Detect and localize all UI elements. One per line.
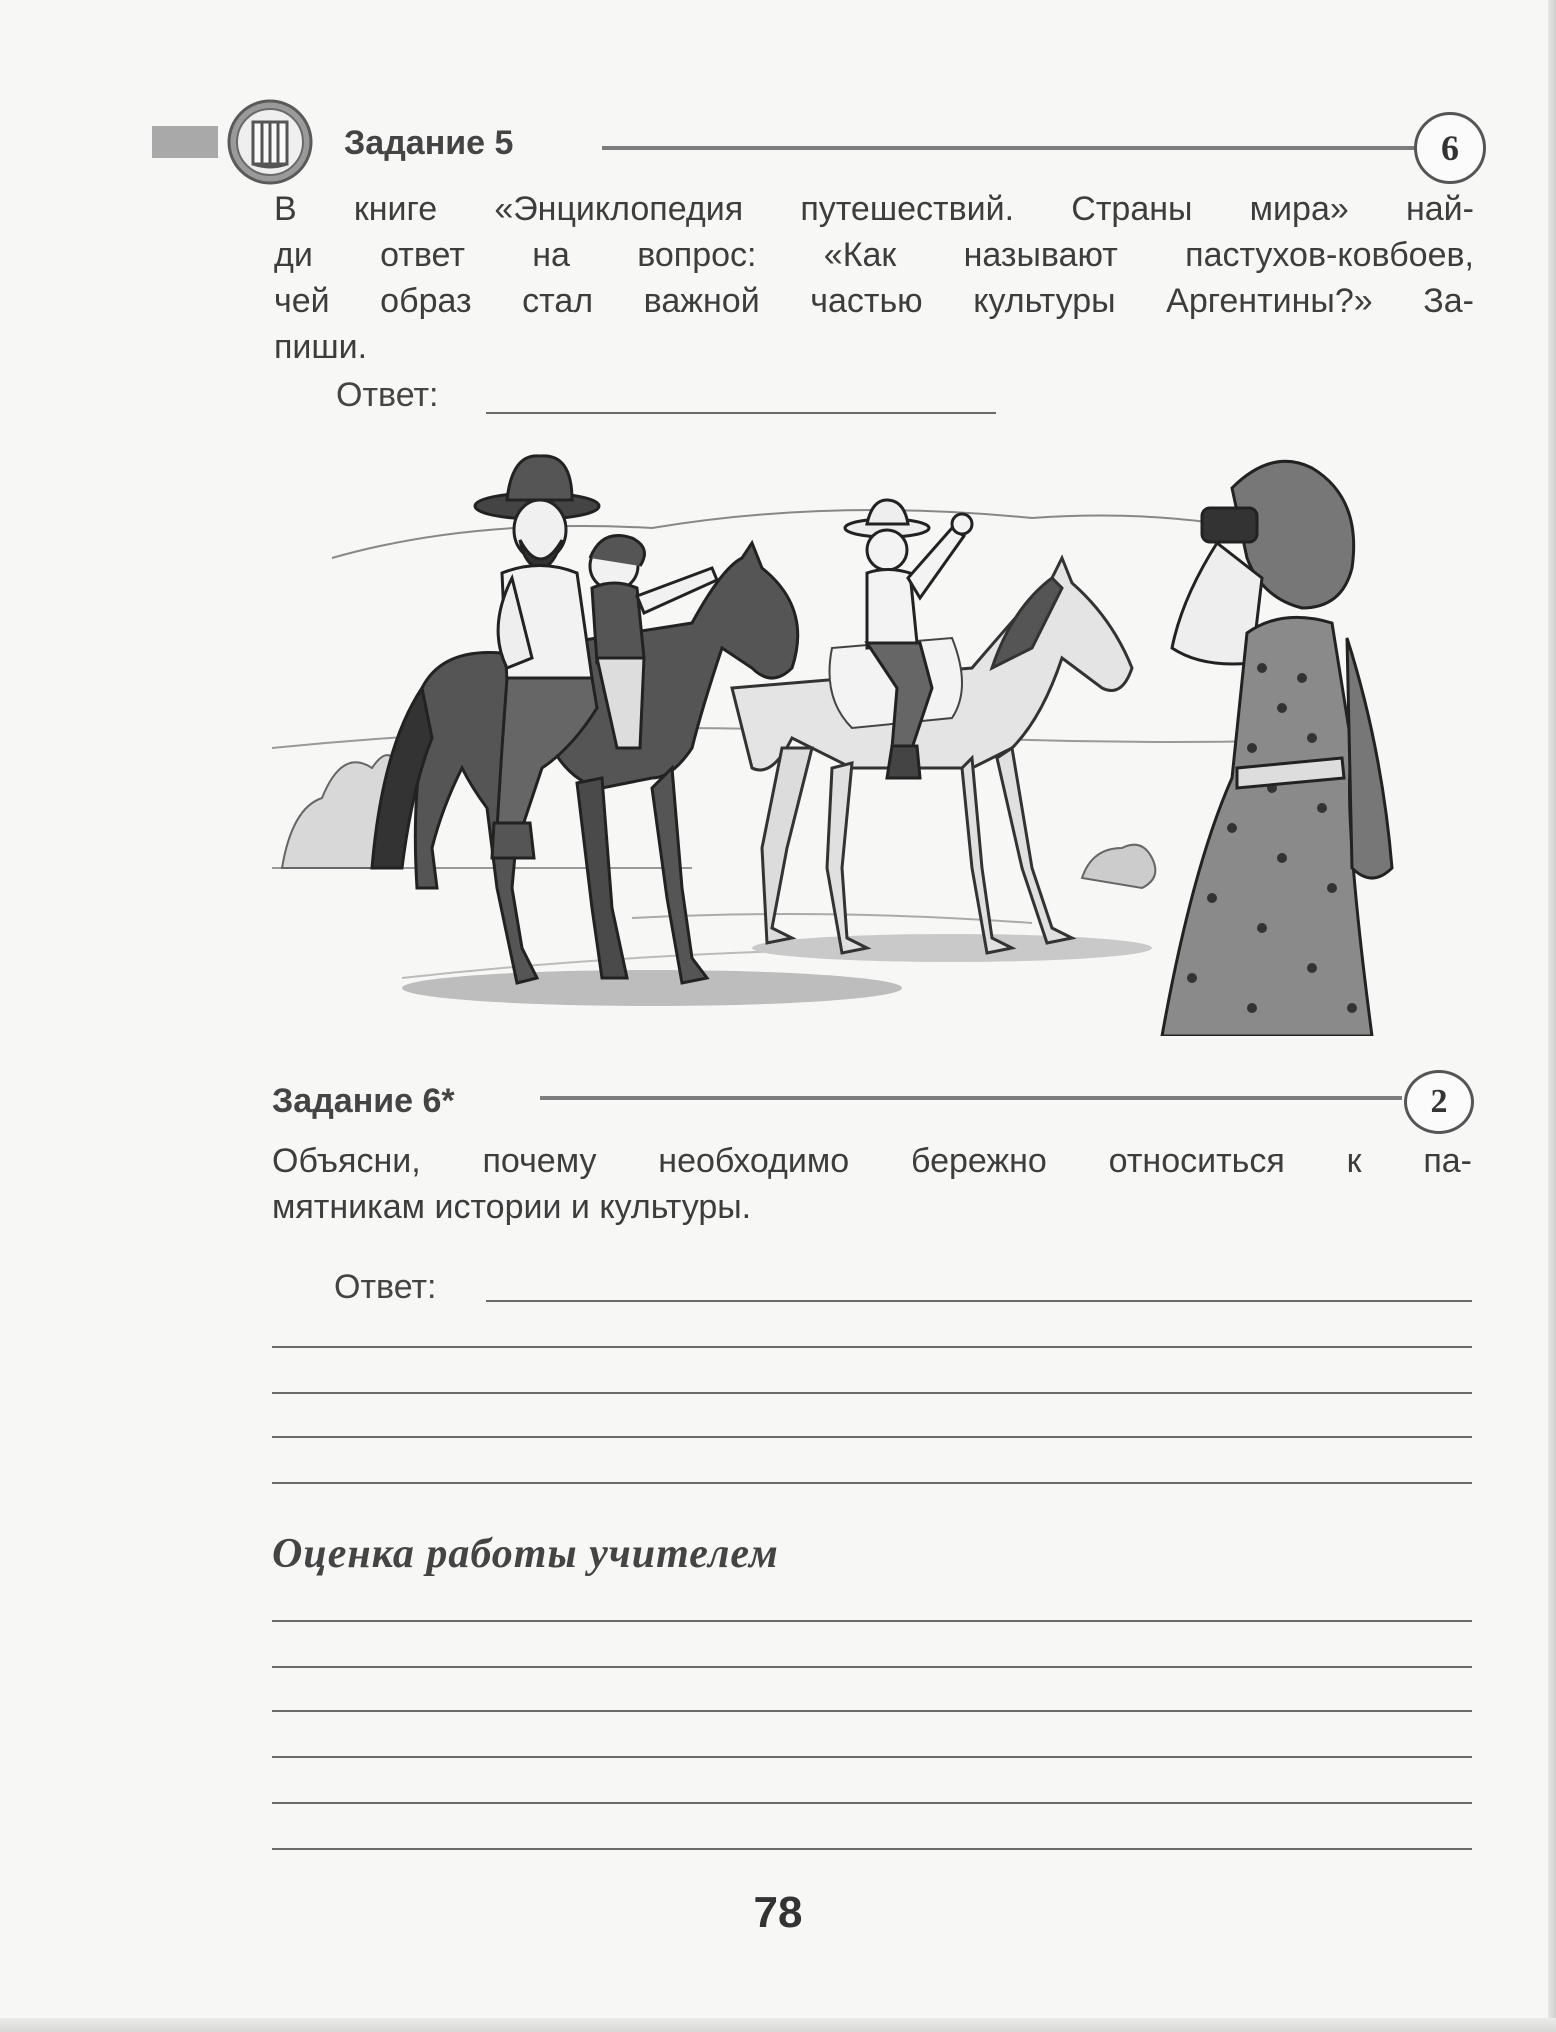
task5-question-line: пиши. <box>274 328 368 366</box>
task6-header-rule <box>540 1096 1402 1100</box>
task6-answer-line[interactable] <box>272 1436 1472 1438</box>
teacher-evaluation-line[interactable] <box>272 1666 1472 1668</box>
task5-question <box>274 186 1474 370</box>
page-edge <box>1548 0 1556 2032</box>
teacher-evaluation-line[interactable] <box>272 1620 1472 1622</box>
gauchos-horses-illustration <box>272 448 1432 1036</box>
teacher-evaluation-line[interactable] <box>272 1802 1472 1804</box>
task6-answer-line[interactable] <box>272 1392 1472 1394</box>
task6-question <box>272 1138 1472 1230</box>
task6-answer-line[interactable] <box>272 1346 1472 1348</box>
task6-question-line: Объясни, почему необходимо бережно относиться к па- <box>272 1142 1472 1180</box>
task6-answer-line[interactable] <box>486 1300 1472 1302</box>
task5-question-line: чей образ стал важной частью культуры Аргентины?» За- <box>274 282 1474 320</box>
task5-points-badge: 6 <box>1414 112 1486 184</box>
task6-answer-line[interactable] <box>272 1482 1472 1484</box>
task6-points-badge: 2 <box>1404 1070 1474 1134</box>
task5-question-line: В книге «Энциклопедия путешествий. Страны мира» най- <box>274 190 1474 228</box>
task5-question-line: ди ответ на вопрос: «Как называют пастухов-ковбоев, <box>274 236 1474 274</box>
task6-title: Задание 6* <box>272 1082 455 1120</box>
section-marker-tab <box>152 126 218 158</box>
task5-answer-label: Ответ: <box>336 376 439 414</box>
book-icon <box>226 98 314 186</box>
task6-answer-label: Ответ: <box>334 1268 437 1306</box>
page-number: 78 <box>753 1888 803 1937</box>
teacher-evaluation-heading: Оценка работы учителем <box>272 1531 779 1577</box>
teacher-evaluation-line[interactable] <box>272 1756 1472 1758</box>
page-bottom-edge <box>0 2018 1556 2032</box>
task5-header-rule <box>602 146 1414 150</box>
teacher-evaluation-line[interactable] <box>272 1710 1472 1712</box>
task5-answer-line[interactable] <box>486 412 996 414</box>
task5-title: Задание 5 <box>344 124 514 162</box>
teacher-evaluation-line[interactable] <box>272 1848 1472 1850</box>
task6-question-line: мятникам истории и культуры. <box>272 1188 752 1226</box>
